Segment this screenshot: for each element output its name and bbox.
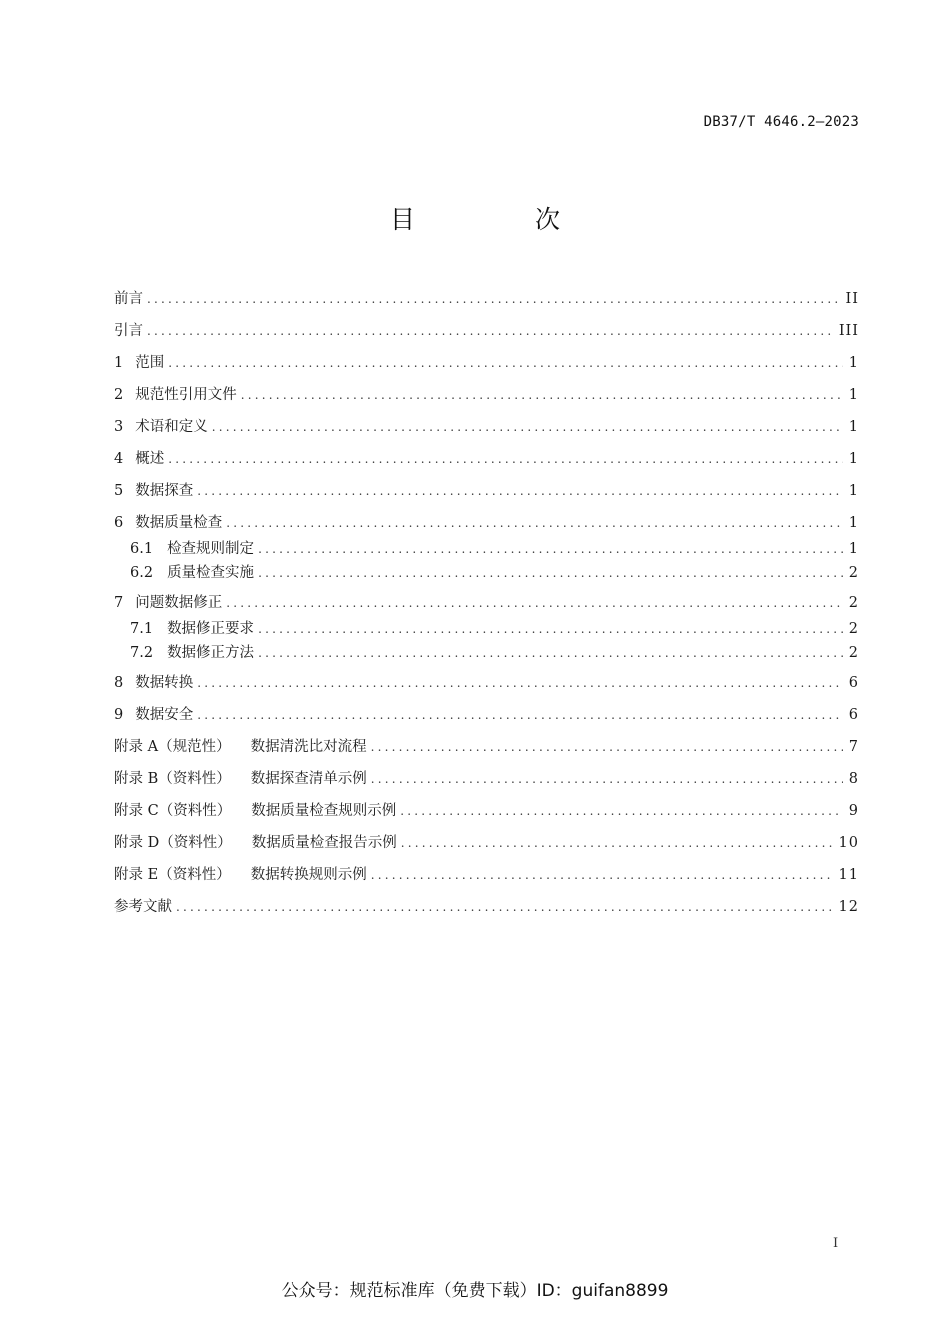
toc-number: 7 [114, 595, 124, 611]
toc-leader [197, 704, 843, 726]
toc-entry-appendix-a[interactable] [114, 736, 859, 758]
toc-page: 1 [848, 541, 859, 557]
toc-label: 术语和定义 [135, 419, 208, 435]
toc-entry-9[interactable] [114, 704, 859, 726]
toc-entry-foreword[interactable] [114, 288, 859, 310]
toc-appendix-type: 附录 E（资料性） [114, 867, 231, 883]
toc-number: 7.2 [130, 645, 154, 661]
toc-label: 检查规则制定 [167, 541, 255, 557]
toc-label: 数据修正方法 [167, 645, 255, 661]
toc-leader [241, 384, 843, 406]
toc-leader [400, 800, 843, 822]
toc-page: II [845, 291, 859, 307]
toc-number: 1 [114, 355, 124, 371]
toc-label: 数据修正要求 [167, 621, 255, 637]
toc-leader [258, 562, 843, 584]
toc-page: 12 [838, 899, 859, 915]
toc-number: 8 [114, 675, 124, 691]
toc-appendix-type: 附录 D（资料性） [114, 835, 232, 851]
toc-page: III [838, 323, 859, 339]
toc-label: 范围 [135, 355, 165, 371]
toc-label: 数据清洗比对流程 [250, 739, 367, 755]
watermark-text: 公众号：规范标准库（免费下载）ID：guifan8899 [281, 1281, 669, 1301]
toc-appendix-type: 附录 C（资料性） [114, 803, 232, 819]
toc-entry-references[interactable] [114, 896, 859, 918]
toc-label: 参考文献 [114, 899, 172, 915]
toc-entry-introduction[interactable] [114, 320, 859, 342]
toc-leader [371, 864, 833, 886]
page-title: 目 次 [390, 205, 616, 234]
toc-number: 6.1 [130, 541, 154, 557]
toc-entry-appendix-c[interactable] [114, 800, 859, 822]
toc-leader [147, 288, 840, 310]
toc-label: 数据探查 [135, 483, 194, 499]
toc-page: 2 [848, 565, 859, 581]
toc-page: 1 [848, 515, 859, 531]
toc-page: 1 [848, 451, 859, 467]
toc-page: 6 [848, 675, 859, 691]
toc-label: 数据质量检查报告示例 [251, 835, 397, 851]
toc-leader [147, 320, 833, 342]
toc-number: 6 [114, 515, 124, 531]
toc-number: 7.1 [130, 621, 154, 637]
toc-leader [226, 512, 843, 534]
toc-label: 概述 [135, 451, 165, 467]
page-number: I [833, 1236, 839, 1251]
toc-leader [168, 448, 843, 470]
toc-number: 5 [114, 483, 124, 499]
toc-page: 1 [848, 483, 859, 499]
toc-label: 引言 [114, 323, 143, 339]
toc-label: 数据安全 [135, 707, 194, 723]
toc-entry-3[interactable] [114, 416, 859, 438]
toc-label: 前言 [114, 291, 143, 307]
toc-entry-5[interactable] [114, 480, 859, 502]
toc-leader [212, 416, 843, 438]
toc-page: 1 [848, 355, 859, 371]
toc-number: 3 [114, 419, 124, 435]
toc-label: 数据质量检查 [135, 515, 223, 531]
toc-entry-appendix-d[interactable] [114, 832, 859, 854]
toc-page: 10 [838, 835, 859, 851]
toc-page: 1 [848, 387, 859, 403]
toc-leader [258, 618, 843, 640]
toc-number: 2 [114, 387, 124, 403]
toc-entry-2[interactable] [114, 384, 859, 406]
toc-leader [176, 896, 833, 918]
toc-label: 数据探查清单示例 [250, 771, 367, 787]
toc-entry-7-1[interactable] [130, 618, 859, 640]
toc-entry-7[interactable] [114, 592, 859, 614]
toc-label: 质量检查实施 [167, 565, 255, 581]
toc-leader [197, 480, 843, 502]
toc-leader [258, 642, 843, 664]
toc-page: 9 [848, 803, 859, 819]
toc-appendix-type: 附录 B（资料性） [114, 771, 231, 787]
toc-entry-6[interactable] [114, 512, 859, 534]
standard-code: DB37/T 4646.2—2023 [703, 114, 859, 130]
toc-number: 4 [114, 451, 124, 467]
toc-label: 数据转换规则示例 [250, 867, 367, 883]
toc-number: 9 [114, 707, 124, 723]
toc-label: 数据质量检查规则示例 [251, 803, 397, 819]
toc-leader [401, 832, 833, 854]
toc-page: 11 [838, 867, 859, 883]
toc-entry-8[interactable] [114, 672, 859, 694]
toc-leader [197, 672, 843, 694]
toc-entry-4[interactable] [114, 448, 859, 470]
toc-leader [226, 592, 843, 614]
toc-entry-6-2[interactable] [130, 562, 859, 584]
toc-appendix-type: 附录 A（规范性） [114, 739, 231, 755]
toc-entry-appendix-e[interactable] [114, 864, 859, 886]
toc-entry-appendix-b[interactable] [114, 768, 859, 790]
toc-leader [371, 736, 843, 758]
toc-entry-1[interactable] [114, 352, 859, 374]
toc-number: 6.2 [130, 565, 154, 581]
toc-label: 规范性引用文件 [135, 387, 237, 403]
toc-page: 8 [848, 771, 859, 787]
toc-page: 2 [848, 595, 859, 611]
toc-leader [168, 352, 843, 374]
toc-label: 数据转换 [135, 675, 194, 691]
toc-page: 7 [848, 739, 859, 755]
toc-leader [258, 538, 843, 560]
toc-page: 2 [848, 621, 859, 637]
toc-entry-7-2[interactable] [130, 642, 859, 664]
toc-label: 问题数据修正 [135, 595, 223, 611]
toc-entry-6-1[interactable] [130, 538, 859, 560]
toc-page: 2 [848, 645, 859, 661]
toc-leader [371, 768, 843, 790]
toc-page: 6 [848, 707, 859, 723]
toc-page: 1 [848, 419, 859, 435]
